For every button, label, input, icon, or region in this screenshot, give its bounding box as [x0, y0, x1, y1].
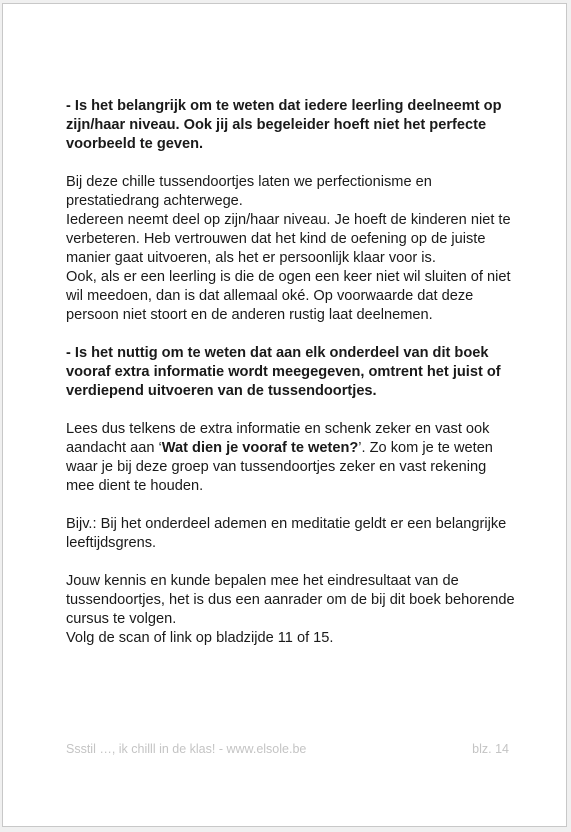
page-body	[66, 97, 516, 667]
paragraph-line: Volg de scan of link op bladzijde 11 of 15.	[66, 630, 334, 646]
paragraph-line: Iedereen neemt deel op zijn/haar niveau. Je hoeft de kinderen niet te verbeteren. Heb vertrouwen dat het kind de oefening op de juiste manier gaat uitvoeren, als het er persoonlijk klaar voor is.	[66, 212, 511, 266]
heading-extra-informatie: - Is het nuttig om te weten dat aan elk onderdeel van dit boek vooraf extra informatie wordt meegegeven, omtrent het juist of verdiepend uitvoeren van de tussendoortjes.	[66, 345, 501, 399]
paragraph-cursus	[66, 572, 516, 648]
paragraph-perfectionisme	[66, 173, 516, 325]
paragraph-line: Ook, als er een leerling is die de ogen een keer niet wil sluiten of niet wil meedoen, dan is dat allemaal oké. Op voorwaarde dat deze persoon niet stoort en de anderen rustig laat deelnemen.	[66, 269, 511, 323]
emphasis-text: Wat dien je vooraf te weten?	[161, 440, 359, 456]
paragraph-text: Lees dus telkens de extra informatie en schenk zeker en vast ook aandacht aan ‘	[66, 421, 490, 456]
paragraph-line: Jouw kennis en kunde bepalen mee het eindresultaat van de tussendoortjes, het is dus een aanrader om de bij dit boek behorende cursus te volgen.	[66, 573, 515, 627]
heading-niveau: - Is het belangrijk om te weten dat iedere leerling deelneemt op zijn/haar niveau. Ook jij als begeleider hoeft niet het perfecte voorbeeld te geven.	[66, 98, 502, 152]
paragraph-text: ’. Zo kom je te weten waar je bij deze groep van tussendoortjes zeker en vast rekening mee dient te houden.	[66, 440, 493, 494]
footer-title: Ssstil …, ik chilll in de klas! - www.elsole.be	[66, 742, 307, 756]
paragraph-example: Bijv.: Bij het onderdeel ademen en meditatie geldt er een belangrijke leeftijdsgrens.	[66, 516, 507, 551]
page-footer	[66, 742, 509, 756]
paragraph-line: Bij deze chille tussendoortjes laten we perfectionisme en prestatiedrang achterwege.	[66, 174, 432, 209]
document-page	[2, 3, 567, 827]
paragraph-extra-informatie	[66, 420, 516, 496]
page-number: blz. 14	[472, 742, 509, 756]
